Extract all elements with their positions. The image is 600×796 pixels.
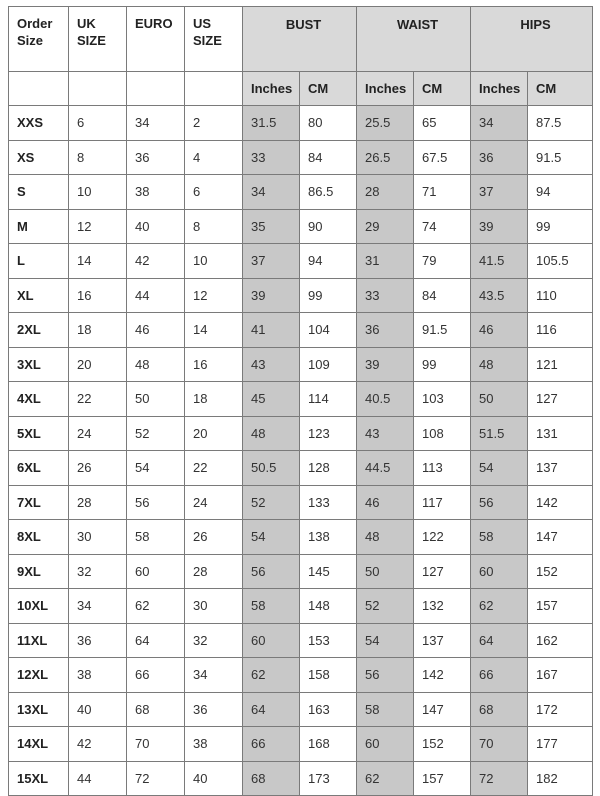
table-row	[9, 589, 593, 624]
cell-hips-inches: 72	[471, 761, 528, 796]
cell-waist-inches: 46	[357, 485, 414, 520]
cell-bust-inches: 31.5	[243, 106, 300, 141]
cell-us: 14	[185, 313, 243, 348]
cell-bust-cm: 114	[300, 382, 357, 417]
cell-waist-inches: 26.5	[357, 140, 414, 175]
cell-euro: 56	[127, 485, 185, 520]
header-hips: HIPS	[471, 7, 593, 72]
cell-hips-cm: 172	[528, 692, 593, 727]
cell-bust-inches: 45	[243, 382, 300, 417]
cell-bust-inches: 48	[243, 416, 300, 451]
cell-uk: 42	[69, 727, 127, 762]
cell-uk: 8	[69, 140, 127, 175]
cell-size: XL	[9, 278, 69, 313]
cell-hips-inches: 36	[471, 140, 528, 175]
cell-size: S	[9, 175, 69, 210]
cell-waist-cm: 152	[414, 727, 471, 762]
cell-us: 36	[185, 692, 243, 727]
table-row	[9, 278, 593, 313]
cell-waist-inches: 58	[357, 692, 414, 727]
cell-hips-cm: 137	[528, 451, 593, 486]
table-row	[9, 761, 593, 796]
table-body	[9, 106, 593, 796]
cell-bust-cm: 128	[300, 451, 357, 486]
cell-bust-cm: 80	[300, 106, 357, 141]
cell-waist-inches: 62	[357, 761, 414, 796]
cell-hips-cm: 110	[528, 278, 593, 313]
cell-waist-inches: 28	[357, 175, 414, 210]
cell-euro: 54	[127, 451, 185, 486]
cell-us: 38	[185, 727, 243, 762]
header-waist-inches: Inches	[357, 72, 414, 106]
cell-waist-inches: 52	[357, 589, 414, 624]
cell-waist-inches: 56	[357, 658, 414, 693]
table-row	[9, 520, 593, 555]
cell-waist-cm: 157	[414, 761, 471, 796]
cell-waist-inches: 29	[357, 209, 414, 244]
cell-waist-inches: 60	[357, 727, 414, 762]
cell-bust-inches: 52	[243, 485, 300, 520]
header-blank	[69, 72, 127, 106]
cell-waist-inches: 31	[357, 244, 414, 279]
cell-bust-inches: 43	[243, 347, 300, 382]
cell-hips-cm: 121	[528, 347, 593, 382]
cell-us: 4	[185, 140, 243, 175]
cell-bust-inches: 39	[243, 278, 300, 313]
cell-waist-cm: 142	[414, 658, 471, 693]
header-blank	[9, 72, 69, 106]
cell-hips-cm: 162	[528, 623, 593, 658]
cell-size: M	[9, 209, 69, 244]
cell-euro: 66	[127, 658, 185, 693]
cell-uk: 38	[69, 658, 127, 693]
header-us-size: US SIZE	[185, 7, 243, 72]
cell-waist-cm: 65	[414, 106, 471, 141]
cell-euro: 58	[127, 520, 185, 555]
table-row	[9, 451, 593, 486]
cell-hips-cm: 142	[528, 485, 593, 520]
cell-bust-cm: 153	[300, 623, 357, 658]
cell-hips-inches: 37	[471, 175, 528, 210]
cell-waist-cm: 99	[414, 347, 471, 382]
table-row	[9, 347, 593, 382]
cell-euro: 70	[127, 727, 185, 762]
cell-hips-inches: 56	[471, 485, 528, 520]
table-row	[9, 623, 593, 658]
cell-waist-inches: 48	[357, 520, 414, 555]
cell-bust-inches: 50.5	[243, 451, 300, 486]
cell-bust-cm: 158	[300, 658, 357, 693]
cell-waist-inches: 36	[357, 313, 414, 348]
table-row	[9, 175, 593, 210]
cell-hips-cm: 147	[528, 520, 593, 555]
cell-bust-cm: 86.5	[300, 175, 357, 210]
cell-hips-cm: 87.5	[528, 106, 593, 141]
cell-uk: 26	[69, 451, 127, 486]
cell-euro: 52	[127, 416, 185, 451]
cell-bust-cm: 123	[300, 416, 357, 451]
cell-hips-inches: 68	[471, 692, 528, 727]
cell-bust-cm: 94	[300, 244, 357, 279]
cell-hips-cm: 94	[528, 175, 593, 210]
cell-size: 14XL	[9, 727, 69, 762]
cell-bust-cm: 163	[300, 692, 357, 727]
cell-bust-cm: 168	[300, 727, 357, 762]
cell-euro: 38	[127, 175, 185, 210]
cell-bust-cm: 104	[300, 313, 357, 348]
header-order-size: Order Size	[9, 7, 69, 72]
cell-waist-cm: 137	[414, 623, 471, 658]
cell-us: 20	[185, 416, 243, 451]
cell-euro: 48	[127, 347, 185, 382]
header-bust: BUST	[243, 7, 357, 72]
header-waist-cm: CM	[414, 72, 471, 106]
cell-hips-cm: 99	[528, 209, 593, 244]
cell-waist-cm: 103	[414, 382, 471, 417]
cell-uk: 30	[69, 520, 127, 555]
cell-size: L	[9, 244, 69, 279]
cell-hips-inches: 43.5	[471, 278, 528, 313]
cell-bust-inches: 41	[243, 313, 300, 348]
cell-euro: 62	[127, 589, 185, 624]
cell-hips-cm: 152	[528, 554, 593, 589]
table-row	[9, 244, 593, 279]
cell-waist-inches: 25.5	[357, 106, 414, 141]
cell-bust-inches: 37	[243, 244, 300, 279]
table-row	[9, 692, 593, 727]
cell-waist-cm: 67.5	[414, 140, 471, 175]
cell-hips-cm: 127	[528, 382, 593, 417]
cell-uk: 22	[69, 382, 127, 417]
table-row	[9, 313, 593, 348]
header-hips-inches: Inches	[471, 72, 528, 106]
cell-size: 4XL	[9, 382, 69, 417]
size-chart-table	[8, 6, 593, 796]
cell-us: 2	[185, 106, 243, 141]
cell-hips-cm: 177	[528, 727, 593, 762]
cell-euro: 36	[127, 140, 185, 175]
table-header	[9, 7, 593, 106]
cell-uk: 20	[69, 347, 127, 382]
cell-waist-cm: 91.5	[414, 313, 471, 348]
cell-waist-cm: 132	[414, 589, 471, 624]
cell-hips-cm: 105.5	[528, 244, 593, 279]
cell-us: 40	[185, 761, 243, 796]
cell-uk: 12	[69, 209, 127, 244]
cell-size: 7XL	[9, 485, 69, 520]
cell-waist-cm: 108	[414, 416, 471, 451]
cell-hips-inches: 60	[471, 554, 528, 589]
cell-us: 34	[185, 658, 243, 693]
cell-size: 5XL	[9, 416, 69, 451]
cell-us: 18	[185, 382, 243, 417]
cell-size: XXS	[9, 106, 69, 141]
cell-us: 22	[185, 451, 243, 486]
table-row	[9, 416, 593, 451]
cell-waist-cm: 117	[414, 485, 471, 520]
cell-euro: 40	[127, 209, 185, 244]
cell-hips-inches: 41.5	[471, 244, 528, 279]
cell-uk: 32	[69, 554, 127, 589]
cell-us: 16	[185, 347, 243, 382]
cell-bust-cm: 145	[300, 554, 357, 589]
cell-euro: 50	[127, 382, 185, 417]
table-row	[9, 727, 593, 762]
cell-waist-inches: 44.5	[357, 451, 414, 486]
cell-size: 3XL	[9, 347, 69, 382]
cell-hips-inches: 39	[471, 209, 528, 244]
cell-uk: 36	[69, 623, 127, 658]
cell-us: 12	[185, 278, 243, 313]
cell-bust-inches: 66	[243, 727, 300, 762]
cell-us: 30	[185, 589, 243, 624]
cell-uk: 28	[69, 485, 127, 520]
cell-bust-inches: 68	[243, 761, 300, 796]
cell-euro: 64	[127, 623, 185, 658]
cell-size: 6XL	[9, 451, 69, 486]
cell-bust-inches: 34	[243, 175, 300, 210]
cell-uk: 6	[69, 106, 127, 141]
cell-hips-inches: 62	[471, 589, 528, 624]
cell-hips-cm: 167	[528, 658, 593, 693]
cell-uk: 18	[69, 313, 127, 348]
cell-bust-inches: 35	[243, 209, 300, 244]
size-chart	[8, 6, 592, 786]
cell-hips-cm: 91.5	[528, 140, 593, 175]
cell-hips-inches: 50	[471, 382, 528, 417]
cell-euro: 46	[127, 313, 185, 348]
cell-waist-cm: 147	[414, 692, 471, 727]
cell-waist-cm: 71	[414, 175, 471, 210]
cell-uk: 10	[69, 175, 127, 210]
cell-waist-inches: 43	[357, 416, 414, 451]
cell-waist-inches: 39	[357, 347, 414, 382]
cell-us: 32	[185, 623, 243, 658]
cell-us: 28	[185, 554, 243, 589]
header-blank	[127, 72, 185, 106]
cell-waist-cm: 127	[414, 554, 471, 589]
cell-hips-inches: 46	[471, 313, 528, 348]
cell-euro: 34	[127, 106, 185, 141]
cell-bust-cm: 138	[300, 520, 357, 555]
cell-uk: 24	[69, 416, 127, 451]
cell-size: 11XL	[9, 623, 69, 658]
cell-bust-cm: 90	[300, 209, 357, 244]
table-row	[9, 106, 593, 141]
table-row	[9, 658, 593, 693]
cell-hips-cm: 157	[528, 589, 593, 624]
cell-euro: 44	[127, 278, 185, 313]
cell-size: 2XL	[9, 313, 69, 348]
cell-bust-cm: 173	[300, 761, 357, 796]
cell-euro: 68	[127, 692, 185, 727]
cell-us: 10	[185, 244, 243, 279]
cell-bust-inches: 64	[243, 692, 300, 727]
cell-hips-cm: 182	[528, 761, 593, 796]
cell-hips-inches: 48	[471, 347, 528, 382]
cell-uk: 34	[69, 589, 127, 624]
cell-size: 12XL	[9, 658, 69, 693]
cell-bust-inches: 58	[243, 589, 300, 624]
cell-waist-cm: 79	[414, 244, 471, 279]
cell-us: 8	[185, 209, 243, 244]
cell-bust-inches: 56	[243, 554, 300, 589]
cell-size: XS	[9, 140, 69, 175]
cell-bust-inches: 54	[243, 520, 300, 555]
cell-uk: 44	[69, 761, 127, 796]
header-uk-size: UK SIZE	[69, 7, 127, 72]
cell-size: 9XL	[9, 554, 69, 589]
table-row	[9, 554, 593, 589]
cell-waist-inches: 33	[357, 278, 414, 313]
cell-hips-inches: 51.5	[471, 416, 528, 451]
cell-hips-inches: 34	[471, 106, 528, 141]
cell-hips-inches: 54	[471, 451, 528, 486]
cell-bust-cm: 84	[300, 140, 357, 175]
cell-waist-cm: 122	[414, 520, 471, 555]
cell-size: 13XL	[9, 692, 69, 727]
cell-hips-cm: 131	[528, 416, 593, 451]
table-row	[9, 485, 593, 520]
table-row	[9, 209, 593, 244]
cell-waist-cm: 84	[414, 278, 471, 313]
cell-size: 10XL	[9, 589, 69, 624]
cell-hips-inches: 64	[471, 623, 528, 658]
cell-hips-inches: 70	[471, 727, 528, 762]
cell-waist-cm: 74	[414, 209, 471, 244]
cell-hips-inches: 58	[471, 520, 528, 555]
cell-us: 24	[185, 485, 243, 520]
header-blank	[185, 72, 243, 106]
cell-bust-inches: 62	[243, 658, 300, 693]
cell-uk: 14	[69, 244, 127, 279]
cell-bust-cm: 148	[300, 589, 357, 624]
cell-waist-inches: 40.5	[357, 382, 414, 417]
header-waist: WAIST	[357, 7, 471, 72]
cell-bust-inches: 33	[243, 140, 300, 175]
cell-bust-cm: 133	[300, 485, 357, 520]
cell-bust-inches: 60	[243, 623, 300, 658]
header-bust-cm: CM	[300, 72, 357, 106]
table-row	[9, 382, 593, 417]
cell-size: 15XL	[9, 761, 69, 796]
cell-size: 8XL	[9, 520, 69, 555]
cell-euro: 42	[127, 244, 185, 279]
cell-us: 26	[185, 520, 243, 555]
cell-waist-inches: 54	[357, 623, 414, 658]
header-euro: EURO	[127, 7, 185, 72]
table-row	[9, 140, 593, 175]
cell-waist-inches: 50	[357, 554, 414, 589]
cell-hips-inches: 66	[471, 658, 528, 693]
cell-uk: 16	[69, 278, 127, 313]
cell-hips-cm: 116	[528, 313, 593, 348]
cell-euro: 72	[127, 761, 185, 796]
cell-bust-cm: 99	[300, 278, 357, 313]
cell-euro: 60	[127, 554, 185, 589]
cell-waist-cm: 113	[414, 451, 471, 486]
cell-us: 6	[185, 175, 243, 210]
header-hips-cm: CM	[528, 72, 593, 106]
cell-uk: 40	[69, 692, 127, 727]
header-bust-inches: Inches	[243, 72, 300, 106]
cell-bust-cm: 109	[300, 347, 357, 382]
